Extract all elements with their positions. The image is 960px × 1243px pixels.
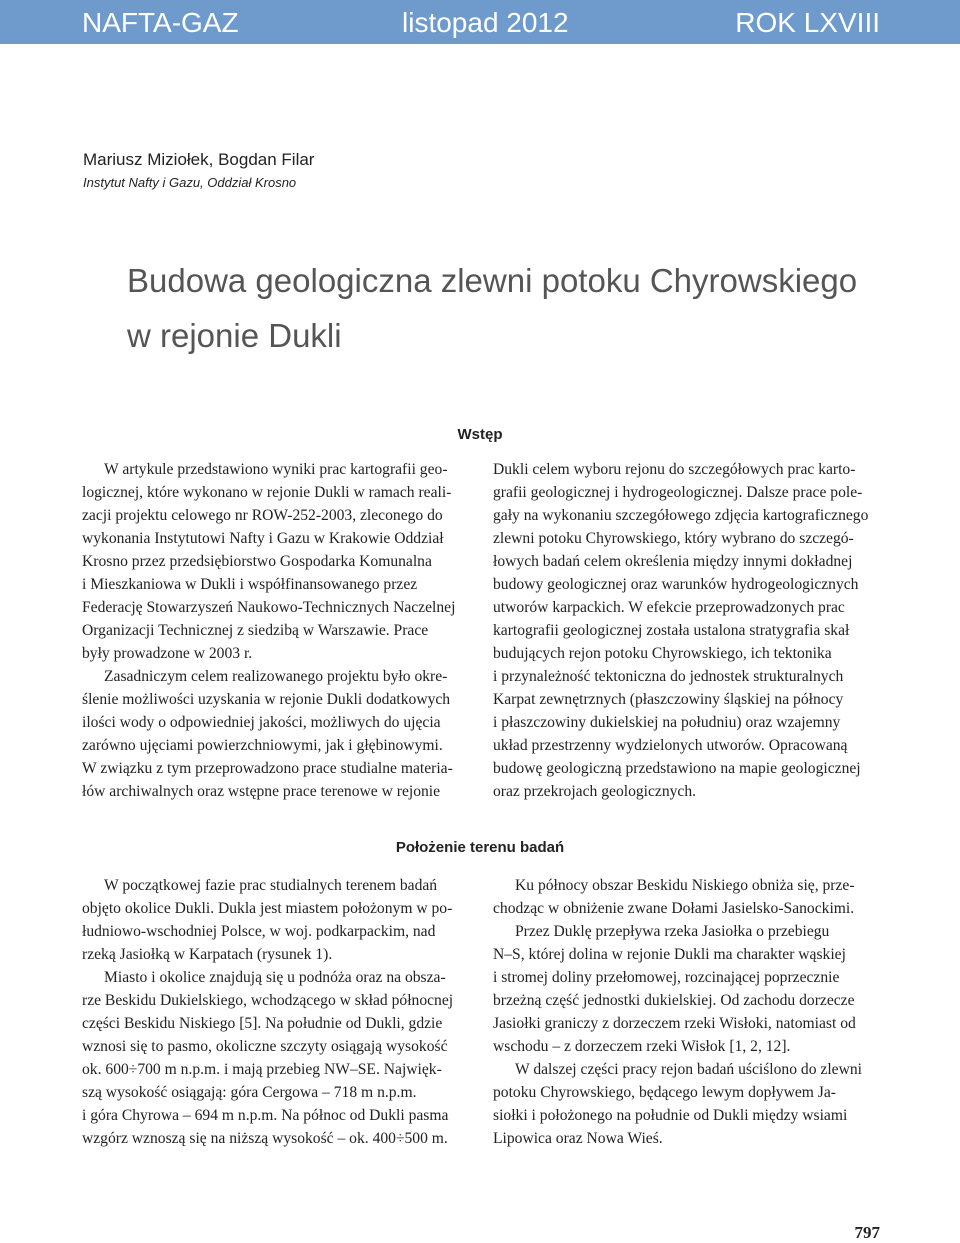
text-line: rzeką Jasiołką w Karpatach (rysunek 1). [82, 946, 333, 963]
affiliation: Instytut Nafty i Gazu, Oddział Krosno [83, 175, 297, 190]
article-title [127, 253, 857, 363]
text-line: objęto okolice Dukli. Dukla jest miastem położonym w po- [82, 900, 453, 917]
location-column-left [82, 874, 468, 1150]
section-heading-intro: Wstęp [457, 426, 503, 443]
authors: Mariusz Miziołek, Bogdan Filar [83, 150, 315, 169]
text-line: Jasiołki graniczy z dorzeczem rzeki Wisłoki, natomiast od [493, 1015, 856, 1032]
text-line: łowych badań celem określenia między innymi dokładnej [493, 553, 853, 570]
journal-name: NAFTA-GAZ [82, 7, 239, 38]
text-line: W związku z tym przeprowadzono prace studialne materia- [82, 760, 453, 777]
text-line: W artykule przedstawiono wyniki prac kartografii geo- [104, 461, 448, 478]
section-heading-location: Położenie terenu badań [395, 839, 565, 856]
text-line: zlewni potoku Chyrowskiego, który wybrano do szczegó- [493, 530, 854, 547]
text-line: wznosi się to pasmo, okoliczne szczyty osiągają wysokość [82, 1038, 448, 1055]
text-line: Przez Duklę przepływa rzeka Jasiołka o przebiegu [515, 923, 830, 940]
text-line: zarówno ujęciami powierzchniowymi, jak i głębinowymi. [82, 737, 443, 754]
text-line: Ku północy obszar Beskidu Niskiego obniża się, prze- [515, 877, 855, 894]
text-line: Miasto i okolice znajdują się u podnóża oraz na obsza- [104, 969, 446, 986]
text-line: potoku Chyrowskiego, będącego lewym dopływem Ja- [493, 1084, 836, 1101]
text-line: Karpat zewnętrznych (płaszczowiny śląskiej na północy [493, 691, 844, 708]
text-line: Organizacji Technicznej z siedzibą w Warszawie. Prace [82, 622, 429, 639]
text-line: Lipowica oraz Nowa Wieś. [493, 1130, 663, 1147]
text-line: siołki i położonego na południe od Dukli między wsiami [493, 1107, 848, 1124]
intro-column-left [82, 458, 468, 803]
text-line: i góra Chyrowa – 694 m n.p.m. Na północ od Dukli pasma [82, 1107, 449, 1124]
text-line: brzeżną część jednostki dukielskiej. Od zachodu dorzecze [493, 992, 855, 1009]
text-line: Dukli celem wyboru rejonu do szczegółowych prac karto- [493, 461, 856, 478]
text-line: i stromej doliny przełomowej, rozcinającej poprzecznie [493, 969, 840, 986]
text-line: ok. 600÷700 m n.p.m. i mają przebieg NW–SE. Najwięk- [82, 1061, 442, 1078]
text-line: oraz przekrojach geologicznych. [493, 783, 697, 800]
text-line: N–S, której dolina w rejonie Dukli ma charakter wąskiej [493, 946, 846, 963]
text-line: ślenie możliwości uzyskania w rejonie Dukli dodatkowych [82, 691, 451, 708]
text-line: ilości wody o odpowiedniej jakości, możliwych do ujęcia [82, 714, 441, 731]
text-line: łów archiwalnych oraz wstępne prace terenowe w rejonie [82, 783, 441, 800]
intro-column-right [493, 458, 879, 803]
text-line: układ przestrzenny wydzielonych utworów. Opracowaną [493, 737, 848, 754]
text-line: łudniowo-wschodniej Polsce, w woj. podkarpackim, nad [82, 923, 436, 940]
journal-header-bar [0, 0, 960, 44]
text-line: W początkowej fazie prac studialnych terenem badań [104, 877, 438, 894]
title-line: Budowa geologiczna zlewni potoku Chyrowskiego [127, 262, 858, 299]
text-line: i Mieszkaniowa w Dukli i współfinansowanego przez [82, 576, 418, 593]
text-line: wschodu – z dorzeczem rzeki Wisłok [1, 2, 12]. [493, 1038, 791, 1055]
location-column-right [493, 874, 879, 1150]
volume-number: ROK LXVIII [735, 7, 880, 38]
text-line: Krosno przez przedsiębiorstwo Gospodarka Komunalna [82, 553, 432, 570]
text-line: logicznej, które wykonano w rejonie Dukli w ramach reali- [82, 484, 452, 501]
text-line: utworów karpackich. W efekcie przeprowadzonych prac [493, 599, 845, 616]
text-line: części Beskidu Niskiego [5]. Na południe od Dukli, gdzie [82, 1015, 443, 1032]
text-line: Federację Stowarzyszeń Naukowo-Technicznych Naczelnej [82, 599, 456, 616]
title-line: w rejonie Dukli [127, 317, 342, 354]
text-line: kartografii geologicznej została ustalona stratygrafia skał [493, 622, 850, 639]
text-line: grafii geologicznej i hydrogeologicznej. Dalsze prace pole- [493, 484, 863, 501]
text-line: Zasadniczym celem realizowanego projektu było okre- [104, 668, 448, 685]
text-line: i płaszczowiny dukielskiej na południu) oraz wzajemny [493, 714, 841, 731]
text-line: gały na wykonaniu szczegółowego zdjęcia kartograficznego [493, 507, 869, 524]
issue-date: listopad 2012 [402, 7, 569, 38]
text-line: budowę geologiczną przedstawiono na mapie geologicznej [493, 760, 861, 777]
text-line: wykonania Instytutowi Nafty i Gazu w Krakowie Oddział [82, 530, 444, 547]
text-line: chodząc w obniżenie zwane Dołami Jasielsko-Sanockimi. [493, 900, 855, 917]
text-line: były prowadzone w 2003 r. [82, 645, 253, 662]
text-line: zacji projektu celowego nr ROW-252-2003, zleconego do [82, 507, 443, 524]
text-line: rze Beskidu Dukielskiego, wchodzącego w skład północnej [82, 992, 454, 1009]
text-line: budowy geologicznej oraz warunków hydrogeologicznych [493, 576, 859, 593]
text-line: i przynależność tektoniczna do jednostek strukturalnych [493, 668, 844, 685]
page-number: 797 [854, 1223, 880, 1242]
text-line: W dalszej części pracy rejon badań uściślono do zlewni [515, 1061, 862, 1078]
text-line: budujących rejon potoku Chyrowskiego, ich tektonika [493, 645, 832, 662]
text-line: szą wysokość osiągają: góra Cergowa – 718 m n.p.m. [82, 1084, 417, 1101]
text-line: wzgórz wznoszą się na niższą wysokość – ok. 400÷500 m. [82, 1130, 448, 1147]
